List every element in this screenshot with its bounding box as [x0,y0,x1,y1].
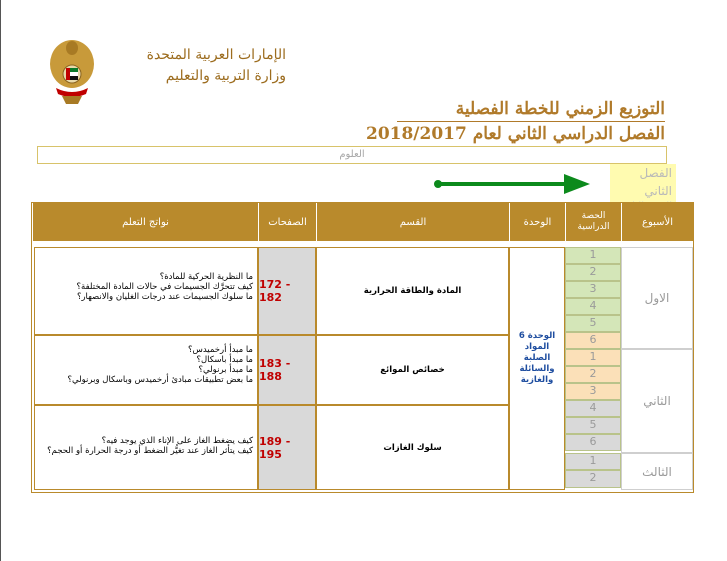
outcomes-cell [34,335,258,405]
header-week: الأسبوع [621,203,693,241]
pages-cell: 172 - 182 [258,247,316,335]
period-cell: 2 [565,470,621,488]
period-cell: 1 [565,349,621,366]
plan-subtitle: الفصل الدراسي الثاني لعام 2018/2017 [365,124,665,144]
period-cell: 2 [565,366,621,383]
outcome-item: ما مبدأ باسكال؟ [196,355,253,365]
outcome-item: ما بعض تطبيقات مبادئ أرخميدس وباسكال وبرنولي؟ [67,375,253,385]
schedule-table [31,202,694,493]
outcome-item: كيف يتأثر الغاز عند تغيُّر الضغط أو درجة الحرارة أو الحجم؟ [47,446,253,456]
period-cell: 4 [565,298,621,315]
term-badge [610,164,676,204]
subject-field [37,146,667,164]
plan-title: التوزيع الزمني للخطة الفصلية [455,99,665,119]
unit-label: الوحدة 6 المواد الصلبة والسائلة والغازية [518,331,556,385]
outcome-item: ما مبدأ أرخميدس؟ [187,345,253,355]
header-outcomes: نواتج التعلم [32,203,258,241]
page-left-border [0,0,1,561]
period-cell: 6 [565,332,621,349]
pages-cell: 189 - 195 [258,405,316,490]
period-cell: 4 [565,400,621,417]
outcomes-cell [34,405,258,490]
section-cell: المادة والطاقة الحرارية [316,247,509,335]
arrow-right-icon [432,172,592,196]
outcome-item: ما سلوك الجسيمات عند درجات الغليان والانصهار؟ [76,292,253,302]
outcome-item: كيف يضغط الغاز على الإناء الذي يوجد فيه؟ [101,436,253,446]
section-cell: خصائص الموائع [316,335,509,405]
header-pages: الصفحات [258,203,316,241]
ministry-line1: الإمارات العربية المتحدة [146,47,286,63]
uae-emblem-icon [48,34,96,108]
period-cell: 2 [565,264,621,281]
header-unit: الوحدة [509,203,565,241]
week-cell: الثالث [621,453,693,490]
period-cell: 5 [565,315,621,332]
week-cell: الاول [621,247,693,349]
period-cell: 1 [565,453,621,470]
period-cell: 6 [565,434,621,451]
section-cell: سلوك الغازات [316,405,509,490]
week-cell: الثاني [621,349,693,453]
header-period: الحصة الدراسية [565,203,621,241]
period-cell: 5 [565,417,621,434]
outcome-item: ما النظرية الحركية للمادة؟ [159,272,253,282]
ministry-line2: وزارة التربية والتعليم [165,68,286,84]
term-label: الفصل الثاني [639,166,672,198]
title-underline [397,121,665,122]
outcome-item: كيف تتحرَّك الجسيمات في حالات المادة المختلفة؟ [76,282,253,292]
period-cell: 3 [565,383,621,400]
outcome-item: ما مبدأ برنولي؟ [198,365,253,375]
pages-cell: 183 - 188 [258,335,316,405]
outcomes-cell [34,247,258,335]
period-cell: 1 [565,247,621,264]
ministry-name [147,45,286,87]
header-section: القسم [316,203,509,241]
period-cell: 3 [565,281,621,298]
subject-label: العلوم [339,149,365,160]
